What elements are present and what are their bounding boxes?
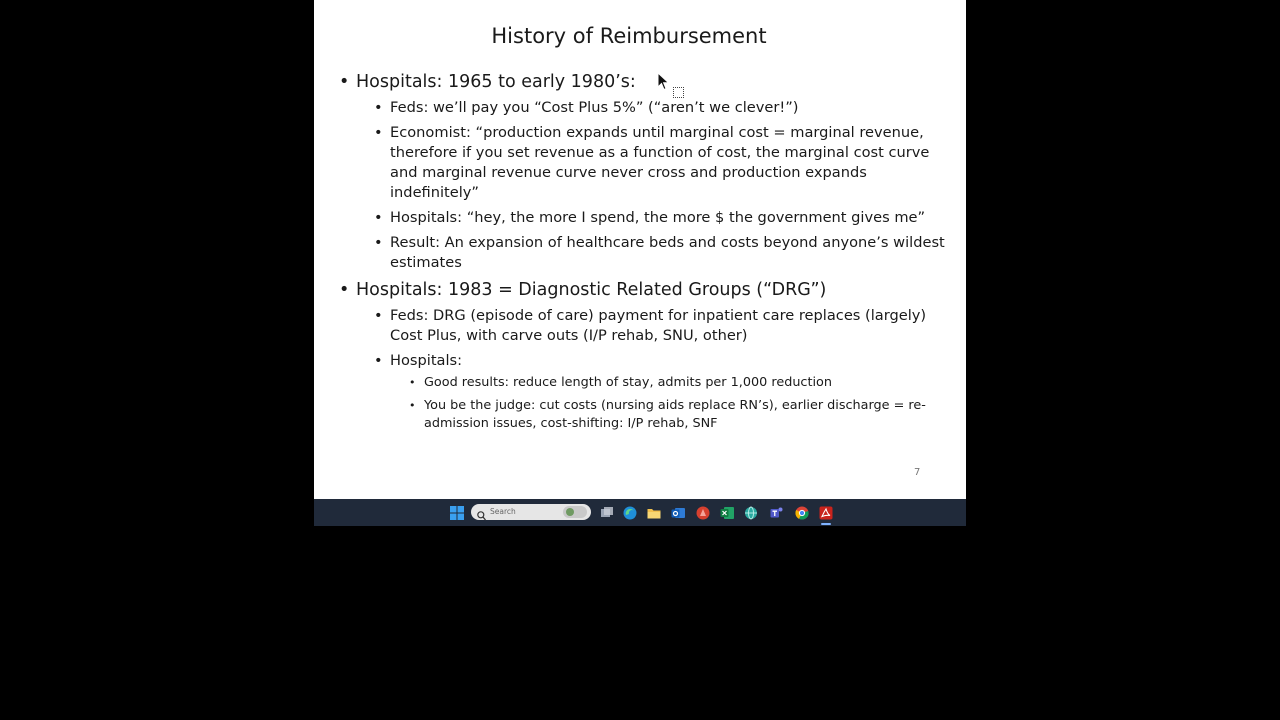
- acrobat-icon[interactable]: [819, 505, 833, 519]
- bullet-item: [390, 233, 950, 273]
- file-explorer-icon[interactable]: [647, 505, 661, 519]
- sub-bullet-item: [424, 397, 954, 433]
- bullet-item: [390, 306, 950, 346]
- red-app-icon[interactable]: [696, 505, 710, 519]
- teams-icon[interactable]: [770, 505, 784, 519]
- search-icon: [477, 506, 486, 525]
- bullet-text: Hospitals:: [390, 352, 463, 369]
- slide-content: [314, 70, 966, 438]
- slide-title: History of Reimbursement: [491, 24, 767, 48]
- bullet-text: Feds: we’ll pay you “Cost Plus 5%” (“aren’t we clever!”): [390, 99, 799, 116]
- sub-bullet-text: Good results: reduce length of stay, admits per 1,000 reduction: [424, 375, 832, 390]
- task-view-icon[interactable]: [600, 505, 614, 519]
- bullet-section-1: [356, 70, 956, 273]
- bullet-text: Feds: DRG (episode of care) payment for inpatient care replaces (largely) Cost Plus, with carve outs (I/P rehab, SNU, other): [390, 307, 927, 344]
- network-globe-icon[interactable]: [744, 505, 758, 519]
- sub-bullet-item: [424, 374, 954, 392]
- section-heading: Hospitals: 1965 to early 1980’s:: [356, 72, 636, 92]
- search-highlight-icon: [563, 506, 587, 518]
- windows-start-icon[interactable]: [450, 505, 465, 520]
- presentation-slide: [314, 0, 966, 499]
- active-app-indicator: [821, 523, 831, 525]
- bullet-text: Result: An expansion of healthcare beds and costs beyond anyone’s wildest estimates: [390, 234, 945, 271]
- outlook-icon[interactable]: [671, 505, 685, 519]
- drag-box-icon: [673, 87, 684, 98]
- edge-browser-icon[interactable]: [623, 505, 637, 519]
- bullet-item: [390, 351, 950, 433]
- slide-page-number: 7: [914, 467, 921, 478]
- bullet-section-2: [356, 278, 956, 433]
- taskbar: [314, 499, 966, 526]
- bullet-item: [390, 208, 950, 228]
- chrome-icon[interactable]: [795, 505, 809, 519]
- bullet-text: Hospitals: “hey, the more I spend, the more $ the government gives me”: [390, 209, 926, 226]
- sub-bullet-text: You be the judge: cut costs (nursing aids replace RN’s), earlier discharge = re-admission issues, cost-shifting: I/P rehab, SNF: [424, 398, 926, 431]
- bullet-item: [390, 98, 950, 118]
- screen: [314, 0, 966, 526]
- search-placeholder: Search: [490, 507, 516, 516]
- section-heading: Hospitals: 1983 = Diagnostic Related Groups (“DRG”): [356, 280, 827, 300]
- bullet-item: [390, 123, 950, 203]
- excel-icon[interactable]: [720, 505, 734, 519]
- taskbar-search-input[interactable]: [471, 504, 591, 520]
- bullet-text: Economist: “production expands until marginal cost = marginal revenue, therefore if you set revenue as a function of cost, the marginal cost curve and marginal revenue curve never cross and production expands indefinitely”: [390, 124, 930, 201]
